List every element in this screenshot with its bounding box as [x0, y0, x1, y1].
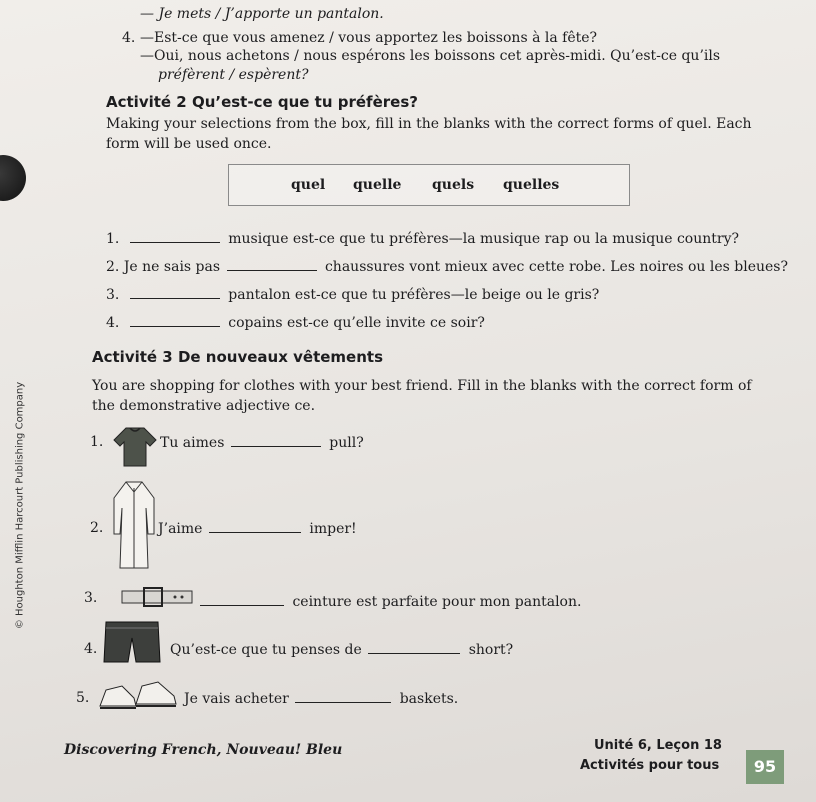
- belt-icon: [120, 584, 194, 610]
- a3-item-4-blank[interactable]: [368, 641, 460, 654]
- copyright-spine: © Houghton Mifflin Harcourt Publishing Company: [14, 381, 26, 630]
- a3-item-5-prefix: Je vais acheter: [184, 691, 289, 707]
- a2-item-1-text: musique est-ce que tu préfères—la musique rap ou la musique country?: [228, 231, 739, 247]
- a3-item-1-blank[interactable]: [231, 434, 321, 447]
- sweater-icon: [112, 424, 158, 468]
- unit-lesson: Unité 6, Leçon 18: [594, 738, 722, 753]
- a2-item-2: [106, 258, 788, 275]
- prior-item-answer-1: —Oui, nous achetons / nous espérons les boissons cet après-midi. Qu’est-ce qu’ils: [140, 48, 721, 64]
- a3-item-4-suffix: short?: [468, 642, 514, 658]
- prior-item-answer-2: préfèrent / espèrent?: [158, 67, 309, 83]
- a3-item-2-number: 2.: [90, 520, 104, 536]
- a2-item-2-prefix: Je ne sais pas: [123, 259, 221, 275]
- prior-item-question: —Est-ce que vous amenez / vous apportez les boissons à la fête?: [140, 30, 598, 46]
- a2-item-3-number: 3.: [106, 287, 120, 303]
- a3-item-1-suffix: pull?: [329, 435, 364, 451]
- shorts-icon: [102, 618, 162, 666]
- a2-item-4-blank[interactable]: [130, 314, 220, 327]
- binder-ring: [0, 155, 26, 201]
- a3-item-2-blank[interactable]: [209, 520, 301, 533]
- activity3-instructions-1: You are shopping for clothes with your best friend. Fill in the blanks with the correct form of: [92, 378, 752, 394]
- a3-item-3-number: 3.: [84, 590, 98, 606]
- a2-item-2-text: chaussures vont mieux avec cette robe. Les noires ou les bleues?: [324, 259, 788, 275]
- activity2-instructions-1: Making your selections from the box, fill in the blanks with the correct forms of quel. Each: [106, 116, 752, 132]
- a3-item-2-line: [158, 520, 357, 537]
- word-box: [228, 164, 630, 206]
- a2-item-2-blank[interactable]: [227, 258, 317, 271]
- book-title: Discovering French, Nouveau! Bleu: [64, 742, 343, 758]
- a3-item-3-suffix: ceinture est parfaite pour mon pantalon.: [292, 594, 582, 610]
- a2-item-1-number: 1.: [106, 231, 120, 247]
- a3-item-1-number: 1.: [90, 434, 104, 450]
- a3-item-3-line: [200, 593, 581, 610]
- prior-item-line: — Je mets / J’apporte un pantalon.: [140, 6, 384, 22]
- word-quelles: quelles: [503, 177, 560, 193]
- activity3-title: Activité 3 De nouveaux vêtements: [92, 348, 383, 366]
- a2-item-2-number: 2.: [106, 259, 120, 275]
- a2-item-1-blank[interactable]: [130, 230, 220, 243]
- activity2-title: Activité 2 Qu’est-ce que tu préfères?: [106, 93, 418, 111]
- word-quelle: quelle: [353, 177, 402, 193]
- activity2-instructions-2: form will be used once.: [106, 136, 272, 152]
- a3-item-2-suffix: imper!: [309, 521, 357, 537]
- a2-item-3-text: pantalon est-ce que tu préfères—le beige ou le gris?: [228, 287, 600, 303]
- a3-item-4-number: 4.: [84, 641, 98, 657]
- word-quel: quel: [291, 177, 326, 193]
- a3-item-4-prefix: Qu’est-ce que tu penses de: [170, 642, 362, 658]
- a3-item-5-suffix: baskets.: [399, 691, 459, 707]
- a2-item-4: [106, 314, 485, 331]
- word-quels: quels: [432, 177, 475, 193]
- section-title: Activités pour tous: [580, 758, 720, 773]
- a3-item-5-line: [184, 690, 458, 707]
- page-number: 95: [746, 750, 784, 784]
- activity3-instructions-2: the demonstrative adjective ce.: [92, 398, 316, 414]
- a2-item-4-number: 4.: [106, 315, 120, 331]
- prior-item-number: 4.: [122, 30, 136, 46]
- a3-item-2-prefix: J’aime: [158, 521, 203, 537]
- a2-item-3-blank[interactable]: [130, 286, 220, 299]
- a3-item-3-blank[interactable]: [200, 593, 284, 606]
- raincoat-icon: [110, 478, 158, 572]
- sneakers-icon: [96, 674, 178, 714]
- a3-item-4-line: [170, 641, 513, 658]
- a2-item-1: [106, 230, 739, 247]
- a3-item-1-prefix: Tu aimes: [160, 435, 225, 451]
- a2-item-4-text: copains est-ce qu’elle invite ce soir?: [228, 315, 485, 331]
- a3-item-5-blank[interactable]: [295, 690, 391, 703]
- a2-item-3: [106, 286, 599, 303]
- a3-item-1-line: [160, 434, 364, 451]
- a3-item-5-number: 5.: [76, 690, 90, 706]
